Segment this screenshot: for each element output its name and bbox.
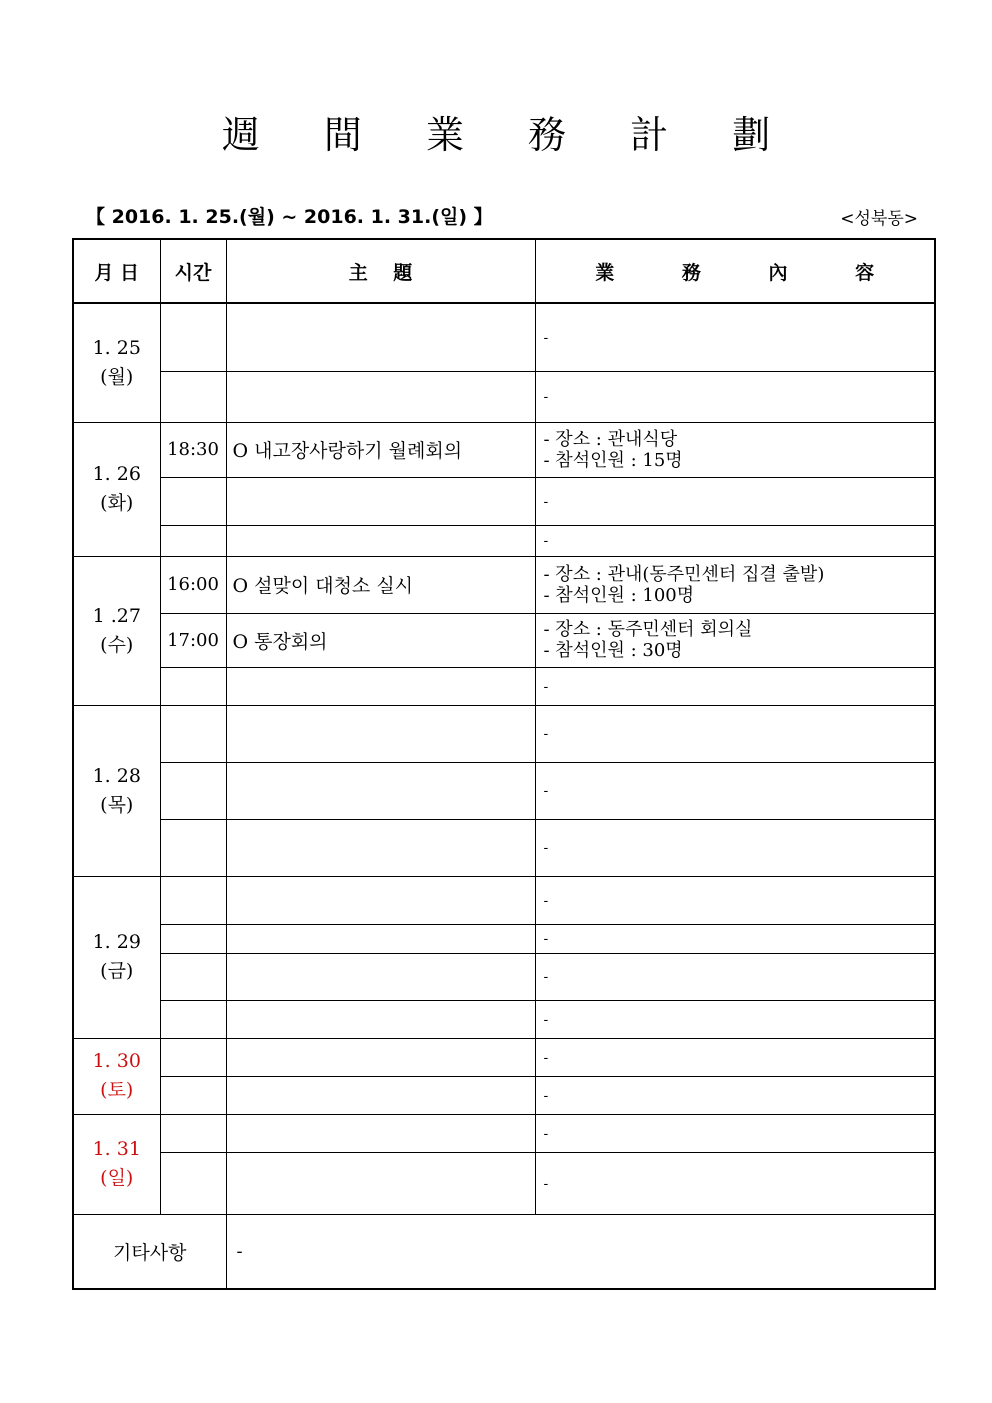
table-row bbox=[73, 667, 935, 705]
day-weekday: (목) bbox=[100, 793, 134, 816]
dash: - bbox=[543, 1049, 549, 1066]
table-row bbox=[73, 1152, 935, 1214]
day-cell-0131 bbox=[73, 1114, 160, 1214]
time-cell: 17:00 bbox=[160, 613, 226, 667]
misc-row bbox=[73, 1214, 935, 1289]
dash: - bbox=[543, 783, 549, 799]
header-row bbox=[73, 239, 935, 303]
weekly-plan-table bbox=[72, 238, 936, 1290]
header-date: 月 日 bbox=[73, 239, 160, 303]
day-weekday: (토) bbox=[100, 1079, 134, 1101]
header-content-char: 內 bbox=[768, 261, 788, 284]
dash: - bbox=[543, 1175, 549, 1192]
table-row bbox=[73, 422, 935, 477]
header-content-char: 容 bbox=[855, 261, 875, 284]
content-cell: - 장소 : 관내식당 - 참석인원 : 15명 bbox=[535, 422, 935, 477]
table-row bbox=[73, 525, 935, 556]
dash: - bbox=[543, 726, 549, 742]
day-cell-0126 bbox=[73, 422, 160, 556]
table-row bbox=[73, 303, 935, 371]
dash: - bbox=[543, 1125, 549, 1142]
dash: - bbox=[543, 493, 549, 510]
day-cell-0130 bbox=[73, 1038, 160, 1114]
table-row bbox=[73, 613, 935, 667]
subject-cell: O 설맞이 대청소 실시 bbox=[226, 556, 535, 613]
header-time: 시간 bbox=[160, 239, 226, 303]
dash: - bbox=[543, 931, 549, 947]
table-row bbox=[73, 762, 935, 819]
content-cell: - 장소 : 관내(동주민센터 집결 출발) - 참석인원 : 100명 bbox=[535, 556, 935, 613]
subject-cell: O 내고장사랑하기 월례회의 bbox=[226, 422, 535, 477]
dash: - bbox=[543, 892, 549, 909]
dash: - bbox=[543, 533, 549, 549]
table-row bbox=[73, 1038, 935, 1076]
time-cell: 18:30 bbox=[160, 422, 226, 477]
dash: - bbox=[543, 969, 549, 985]
day-date: 1. 25 bbox=[92, 336, 141, 359]
table-row bbox=[73, 953, 935, 1000]
table-row bbox=[73, 1114, 935, 1152]
dash: - bbox=[543, 678, 549, 695]
dash: - bbox=[543, 329, 549, 346]
misc-label: 기타사항 bbox=[73, 1214, 226, 1289]
day-cell-0128 bbox=[73, 705, 160, 876]
subject-cell: O 통장회의 bbox=[226, 613, 535, 667]
day-weekday: (금) bbox=[100, 960, 134, 982]
misc-value: - bbox=[226, 1214, 935, 1289]
header-content-char: 務 bbox=[681, 261, 701, 284]
day-date: 1. 31 bbox=[92, 1138, 141, 1160]
time-cell: 16:00 bbox=[160, 556, 226, 613]
dash: - bbox=[543, 1011, 549, 1028]
dash: - bbox=[543, 1087, 549, 1104]
day-date: 1. 28 bbox=[92, 764, 141, 787]
day-date: 1. 29 bbox=[92, 931, 141, 953]
table-row bbox=[73, 924, 935, 953]
day-cell-0125 bbox=[73, 303, 160, 422]
table-row bbox=[73, 819, 935, 876]
table-row bbox=[73, 371, 935, 422]
header-content-char: 業 bbox=[595, 261, 615, 284]
day-cell-0127 bbox=[73, 556, 160, 705]
header-content bbox=[535, 239, 935, 303]
day-weekday: (수) bbox=[100, 633, 134, 656]
table-row bbox=[73, 477, 935, 525]
dong-name: <성북동> bbox=[840, 209, 918, 229]
table-row bbox=[73, 705, 935, 762]
dash: - bbox=[543, 389, 549, 405]
day-cell-0129 bbox=[73, 876, 160, 1038]
table-row bbox=[73, 556, 935, 613]
day-weekday: (일) bbox=[100, 1167, 134, 1189]
day-weekday: (월) bbox=[100, 365, 134, 388]
table-row bbox=[73, 1000, 935, 1038]
content-cell: - 장소 : 동주민센터 회의실 - 참석인원 : 30명 bbox=[535, 613, 935, 667]
table-row bbox=[73, 876, 935, 924]
dash: - bbox=[543, 840, 549, 856]
page-title: 週 間 業 務 計 劃 bbox=[221, 113, 797, 157]
header-subject: 主 題 bbox=[226, 239, 535, 303]
day-date: 1. 26 bbox=[92, 463, 141, 485]
period-range: 【 2016. 1. 25.(월) ~ 2016. 1. 31.(일) 】 bbox=[86, 206, 493, 228]
day-weekday: (화) bbox=[100, 492, 134, 514]
table-row bbox=[73, 1076, 935, 1114]
day-date: 1 .27 bbox=[92, 604, 141, 627]
day-date: 1. 30 bbox=[92, 1050, 141, 1072]
